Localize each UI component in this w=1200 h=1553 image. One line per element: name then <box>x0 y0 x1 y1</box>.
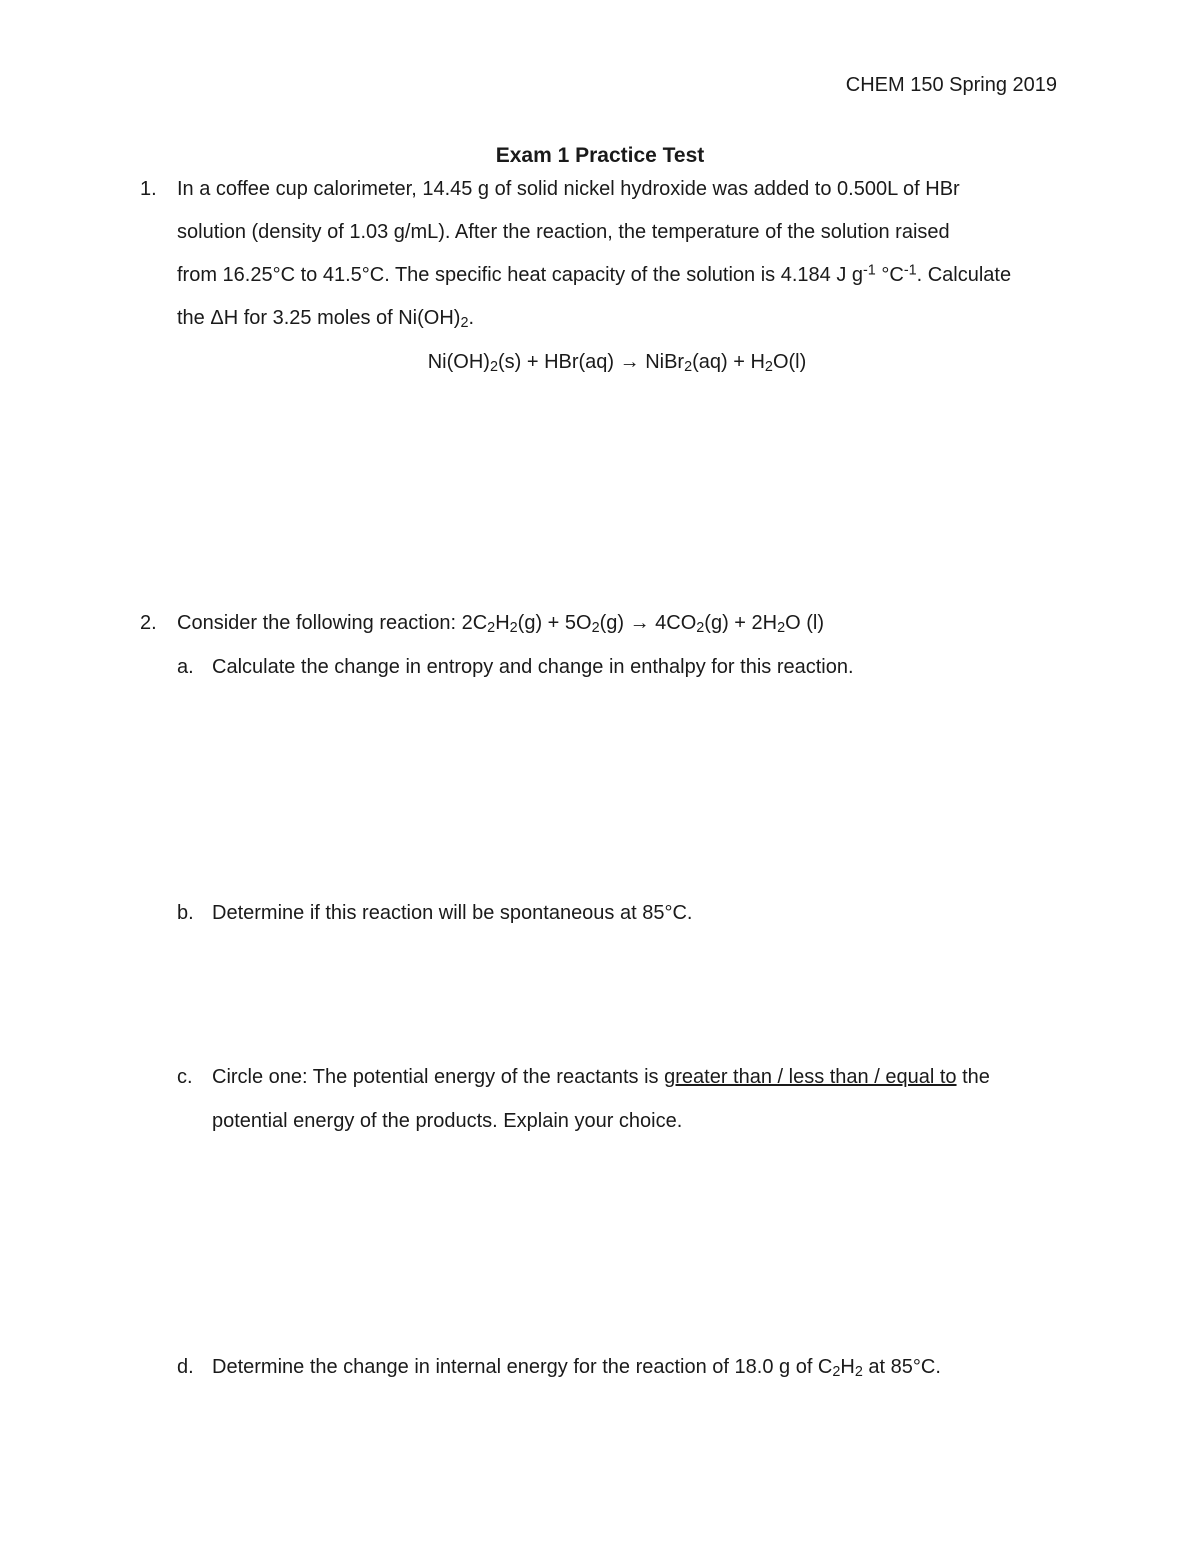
question-1-line-3 <box>177 264 1011 287</box>
q2d-text-b: H <box>840 1356 855 1378</box>
question-2b-text: Determine if this reaction will be spontaneous at 85°C. <box>212 902 693 924</box>
question-2a-text: Calculate the change in entropy and change in enthalpy for this reaction. <box>212 656 854 678</box>
question-2d-text <box>212 1356 941 1379</box>
question-1-line-2: solution (density of 1.03 g/mL). After the reaction, the temperature of the solution raised <box>177 221 950 243</box>
question-2c-line-2: potential energy of the products. Explain your choice. <box>212 1110 683 1132</box>
q1-eq-sub-3: 2 <box>764 359 773 376</box>
q1-line4-text-a: the ΔH for 3.25 moles of Ni(OH) <box>177 307 461 329</box>
q1-line4-text-b: . <box>468 307 475 329</box>
question-1-line-4 <box>177 307 474 330</box>
q2-intro-sub-4: 2 <box>696 620 705 637</box>
question-2b-label: b. <box>177 902 194 924</box>
q1-line4-sub: 2 <box>460 315 469 332</box>
q1-eq-d: O(l) <box>772 351 807 373</box>
q2d-text-a: Determine the change in internal energy for the reaction of 18.0 g of C <box>212 1356 833 1378</box>
question-2-intro <box>177 612 824 635</box>
q2-intro-d: (g) → 4CO <box>599 612 697 634</box>
q1-eq-b: (s) + HBr(aq) → NiBr <box>497 351 685 373</box>
q1-line3-text-c: . Calculate <box>916 264 1012 286</box>
q2c-choices: greater than / less than / equal to <box>664 1066 957 1088</box>
q2d-sub-2: 2 <box>854 1364 863 1381</box>
q2-intro-sub-1: 2 <box>487 620 496 637</box>
q2-intro-e: (g) + 2H <box>704 612 778 634</box>
q2-intro-sub-3: 2 <box>591 620 600 637</box>
q1-eq-sub-1: 2 <box>489 359 498 376</box>
q1-line3-sup-2: -1 <box>903 262 917 279</box>
q1-line3-text-a: from 16.25°C to 41.5°C. The specific heat capacity of the solution is 4.184 J g <box>177 264 864 286</box>
q1-line3-text-b: °C <box>875 264 904 286</box>
q1-line3-sup-1: -1 <box>863 262 876 279</box>
q1-eq-sub-2: 2 <box>684 359 693 376</box>
q2c-text-a: Circle one: The potential energy of the reactants is <box>212 1066 665 1088</box>
q2-intro-c: (g) + 5O <box>517 612 592 634</box>
question-2d-label: d. <box>177 1356 194 1378</box>
course-header: CHEM 150 Spring 2019 <box>845 74 1057 96</box>
q2c-text-b: the <box>956 1066 990 1088</box>
question-2c-label: c. <box>177 1066 193 1088</box>
page-title: Exam 1 Practice Test <box>495 144 705 167</box>
q2-intro-a: Consider the following reaction: 2C <box>177 612 488 634</box>
q2-intro-sub-2: 2 <box>509 620 518 637</box>
question-1-number: 1. <box>140 178 157 200</box>
question-2c-line-1 <box>212 1066 990 1089</box>
q2d-text-c: at 85°C. <box>862 1356 941 1378</box>
q2-intro-f: O (l) <box>785 612 825 634</box>
question-1-equation <box>0 351 1200 374</box>
question-2-number: 2. <box>140 612 157 634</box>
question-1-line-1: In a coffee cup calorimeter, 14.45 g of solid nickel hydroxide was added to 0.500L of HBr <box>177 178 960 200</box>
q2d-sub-1: 2 <box>832 1364 841 1381</box>
q1-eq-a: Ni(OH) <box>427 351 490 373</box>
question-2a-label: a. <box>177 656 194 678</box>
q2-intro-b: H <box>495 612 510 634</box>
q2-intro-sub-5: 2 <box>777 620 786 637</box>
q1-eq-c: (aq) + H <box>692 351 765 373</box>
